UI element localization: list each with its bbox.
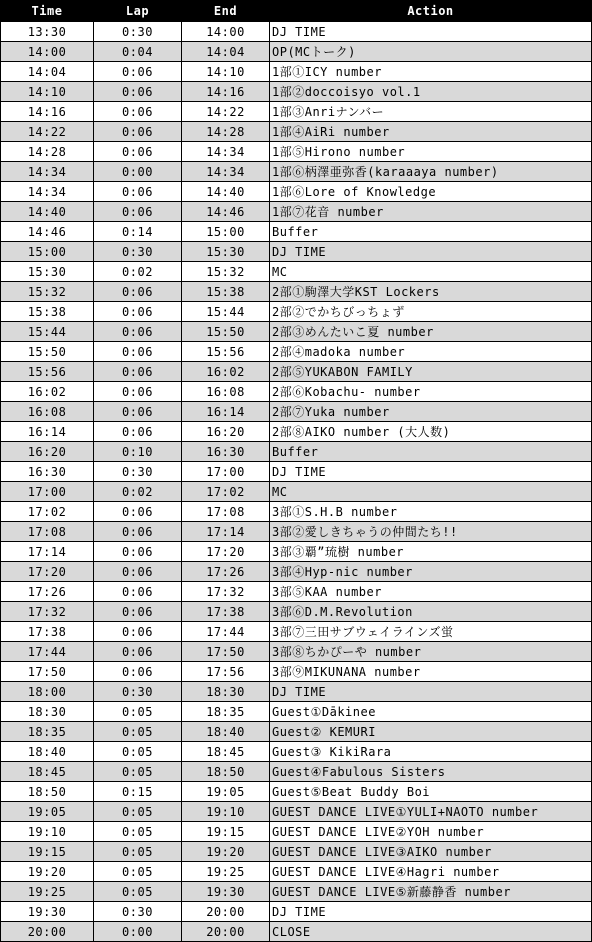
lap-cell: 0:05 xyxy=(94,882,182,902)
end-cell: 18:45 xyxy=(182,742,270,762)
end-cell: 14:34 xyxy=(182,162,270,182)
time-cell: 15:00 xyxy=(1,242,94,262)
table-row xyxy=(1,582,592,602)
action-cell: DJ TIME xyxy=(270,682,592,702)
end-cell: 16:20 xyxy=(182,422,270,442)
action-cell: 1部①ICY number xyxy=(270,62,592,82)
end-cell: 16:08 xyxy=(182,382,270,402)
table-row xyxy=(1,202,592,222)
lap-cell: 0:06 xyxy=(94,502,182,522)
time-cell: 17:08 xyxy=(1,522,94,542)
action-cell: CLOSE xyxy=(270,922,592,942)
end-cell: 19:05 xyxy=(182,782,270,802)
end-cell: 18:50 xyxy=(182,762,270,782)
action-cell: 3部①S.H.B number xyxy=(270,502,592,522)
table-row xyxy=(1,322,592,342)
lap-cell: 0:30 xyxy=(94,22,182,42)
table-row xyxy=(1,702,592,722)
time-cell: 16:30 xyxy=(1,462,94,482)
lap-cell: 0:06 xyxy=(94,302,182,322)
time-cell: 18:50 xyxy=(1,782,94,802)
action-cell: 3部④Hyp-nic number xyxy=(270,562,592,582)
action-cell: MC xyxy=(270,482,592,502)
time-cell: 17:14 xyxy=(1,542,94,562)
lap-cell: 0:06 xyxy=(94,102,182,122)
table-row xyxy=(1,642,592,662)
end-cell: 14:28 xyxy=(182,122,270,142)
lap-cell: 0:02 xyxy=(94,482,182,502)
lap-cell: 0:05 xyxy=(94,702,182,722)
lap-cell: 0:05 xyxy=(94,762,182,782)
table-row xyxy=(1,282,592,302)
table-row xyxy=(1,162,592,182)
time-cell: 15:38 xyxy=(1,302,94,322)
time-cell: 14:22 xyxy=(1,122,94,142)
lap-cell: 0:06 xyxy=(94,582,182,602)
lap-cell: 0:00 xyxy=(94,162,182,182)
action-cell: 2部⑧AIKO number (大人数) xyxy=(270,422,592,442)
action-cell: 2部④madoka number xyxy=(270,342,592,362)
end-cell: 19:25 xyxy=(182,862,270,882)
end-cell: 19:15 xyxy=(182,822,270,842)
lap-cell: 0:05 xyxy=(94,722,182,742)
lap-cell: 0:06 xyxy=(94,322,182,342)
time-cell: 15:44 xyxy=(1,322,94,342)
time-cell: 17:38 xyxy=(1,622,94,642)
action-cell: 1部②doccoisyo vol.1 xyxy=(270,82,592,102)
time-cell: 17:02 xyxy=(1,502,94,522)
end-cell: 15:30 xyxy=(182,242,270,262)
table-row xyxy=(1,522,592,542)
time-cell: 13:30 xyxy=(1,22,94,42)
time-cell: 14:00 xyxy=(1,42,94,62)
end-cell: 17:08 xyxy=(182,502,270,522)
table-row xyxy=(1,482,592,502)
time-cell: 14:34 xyxy=(1,182,94,202)
table-row xyxy=(1,562,592,582)
action-cell: Guest② KEMURI xyxy=(270,722,592,742)
end-cell: 16:02 xyxy=(182,362,270,382)
time-cell: 19:25 xyxy=(1,882,94,902)
action-cell: Guest⑤Beat Buddy Boi xyxy=(270,782,592,802)
lap-cell: 0:06 xyxy=(94,562,182,582)
lap-cell: 0:06 xyxy=(94,522,182,542)
timetable-header xyxy=(1,1,592,22)
time-cell: 15:56 xyxy=(1,362,94,382)
action-cell: GUEST DANCE LIVE②YOH number xyxy=(270,822,592,842)
lap-cell: 0:06 xyxy=(94,542,182,562)
table-row xyxy=(1,462,592,482)
action-cell: 3部②愛しきちゃうの仲間たち!! xyxy=(270,522,592,542)
header-action: Action xyxy=(270,1,592,22)
time-cell: 16:08 xyxy=(1,402,94,422)
time-cell: 20:00 xyxy=(1,922,94,942)
end-cell: 18:30 xyxy=(182,682,270,702)
table-row xyxy=(1,682,592,702)
time-cell: 14:40 xyxy=(1,202,94,222)
end-cell: 17:02 xyxy=(182,482,270,502)
time-cell: 19:05 xyxy=(1,802,94,822)
time-cell: 19:15 xyxy=(1,842,94,862)
lap-cell: 0:06 xyxy=(94,422,182,442)
table-row xyxy=(1,602,592,622)
lap-cell: 0:30 xyxy=(94,682,182,702)
timetable-body xyxy=(1,22,592,942)
time-cell: 15:50 xyxy=(1,342,94,362)
action-cell: MC xyxy=(270,262,592,282)
action-cell: 2部⑤YUKABON FAMILY xyxy=(270,362,592,382)
lap-cell: 0:06 xyxy=(94,142,182,162)
end-cell: 15:50 xyxy=(182,322,270,342)
lap-cell: 0:30 xyxy=(94,902,182,922)
time-cell: 14:10 xyxy=(1,82,94,102)
action-cell: OP(MCトーク) xyxy=(270,42,592,62)
time-cell: 16:14 xyxy=(1,422,94,442)
action-cell: GUEST DANCE LIVE④Hagri number xyxy=(270,862,592,882)
time-cell: 16:20 xyxy=(1,442,94,462)
action-cell: 3部⑤KAA number xyxy=(270,582,592,602)
time-cell: 18:45 xyxy=(1,762,94,782)
table-row xyxy=(1,302,592,322)
table-row xyxy=(1,842,592,862)
action-cell: 2部②でかちびっちょず xyxy=(270,302,592,322)
end-cell: 17:32 xyxy=(182,582,270,602)
end-cell: 14:00 xyxy=(182,22,270,42)
action-cell: 1部⑥柄澤亜弥香(karaaaya number) xyxy=(270,162,592,182)
end-cell: 17:20 xyxy=(182,542,270,562)
table-row xyxy=(1,62,592,82)
end-cell: 19:10 xyxy=(182,802,270,822)
table-row xyxy=(1,102,592,122)
time-cell: 14:04 xyxy=(1,62,94,82)
lap-cell: 0:30 xyxy=(94,462,182,482)
table-row xyxy=(1,922,592,942)
time-cell: 17:32 xyxy=(1,602,94,622)
time-cell: 18:40 xyxy=(1,742,94,762)
time-cell: 17:26 xyxy=(1,582,94,602)
action-cell: GUEST DANCE LIVE①YULI+NAOTO number xyxy=(270,802,592,822)
header-end: End xyxy=(182,1,270,22)
action-cell: 1部⑤Hirono number xyxy=(270,142,592,162)
table-row xyxy=(1,822,592,842)
table-row xyxy=(1,722,592,742)
end-cell: 17:14 xyxy=(182,522,270,542)
table-row xyxy=(1,802,592,822)
end-cell: 19:30 xyxy=(182,882,270,902)
lap-cell: 0:05 xyxy=(94,862,182,882)
action-cell: DJ TIME xyxy=(270,242,592,262)
action-cell: 1部③Anriナンバー xyxy=(270,102,592,122)
end-cell: 20:00 xyxy=(182,922,270,942)
end-cell: 14:34 xyxy=(182,142,270,162)
time-cell: 19:10 xyxy=(1,822,94,842)
time-cell: 15:32 xyxy=(1,282,94,302)
table-row xyxy=(1,242,592,262)
action-cell: 3部⑥D.M.Revolution xyxy=(270,602,592,622)
lap-cell: 0:14 xyxy=(94,222,182,242)
time-cell: 17:44 xyxy=(1,642,94,662)
end-cell: 20:00 xyxy=(182,902,270,922)
action-cell: Guest①Dākinee xyxy=(270,702,592,722)
time-cell: 17:50 xyxy=(1,662,94,682)
table-row xyxy=(1,622,592,642)
action-cell: 3部⑧ちかぴーや number xyxy=(270,642,592,662)
table-row xyxy=(1,402,592,422)
time-cell: 14:46 xyxy=(1,222,94,242)
end-cell: 14:22 xyxy=(182,102,270,122)
table-row xyxy=(1,342,592,362)
end-cell: 14:10 xyxy=(182,62,270,82)
lap-cell: 0:05 xyxy=(94,802,182,822)
end-cell: 15:56 xyxy=(182,342,270,362)
table-row xyxy=(1,542,592,562)
action-cell: GUEST DANCE LIVE③AIKO number xyxy=(270,842,592,862)
time-cell: 17:20 xyxy=(1,562,94,582)
action-cell: 3部⑦三田サブウェイラインズ蛍 xyxy=(270,622,592,642)
lap-cell: 0:30 xyxy=(94,242,182,262)
table-row xyxy=(1,742,592,762)
end-cell: 16:30 xyxy=(182,442,270,462)
action-cell: 2部⑥Kobachu- number xyxy=(270,382,592,402)
table-row xyxy=(1,222,592,242)
table-row xyxy=(1,42,592,62)
end-cell: 14:40 xyxy=(182,182,270,202)
action-cell: 1部⑦花音 number xyxy=(270,202,592,222)
action-cell: Buffer xyxy=(270,222,592,242)
lap-cell: 0:06 xyxy=(94,602,182,622)
time-cell: 14:28 xyxy=(1,142,94,162)
time-cell: 18:35 xyxy=(1,722,94,742)
table-row xyxy=(1,422,592,442)
table-row xyxy=(1,902,592,922)
time-cell: 19:20 xyxy=(1,862,94,882)
end-cell: 14:16 xyxy=(182,82,270,102)
lap-cell: 0:06 xyxy=(94,342,182,362)
end-cell: 17:44 xyxy=(182,622,270,642)
lap-cell: 0:06 xyxy=(94,202,182,222)
lap-cell: 0:06 xyxy=(94,62,182,82)
time-cell: 15:30 xyxy=(1,262,94,282)
end-cell: 17:50 xyxy=(182,642,270,662)
end-cell: 16:14 xyxy=(182,402,270,422)
table-row xyxy=(1,182,592,202)
end-cell: 15:00 xyxy=(182,222,270,242)
end-cell: 15:38 xyxy=(182,282,270,302)
end-cell: 17:00 xyxy=(182,462,270,482)
end-cell: 19:20 xyxy=(182,842,270,862)
lap-cell: 0:06 xyxy=(94,82,182,102)
end-cell: 15:32 xyxy=(182,262,270,282)
end-cell: 18:40 xyxy=(182,722,270,742)
table-row xyxy=(1,382,592,402)
action-cell: 2部⑦Yuka number xyxy=(270,402,592,422)
lap-cell: 0:06 xyxy=(94,282,182,302)
table-row xyxy=(1,142,592,162)
lap-cell: 0:06 xyxy=(94,382,182,402)
end-cell: 17:38 xyxy=(182,602,270,622)
lap-cell: 0:15 xyxy=(94,782,182,802)
lap-cell: 0:06 xyxy=(94,402,182,422)
action-cell: 3部⑨MIKUNANA number xyxy=(270,662,592,682)
table-row xyxy=(1,122,592,142)
action-cell: 1部④AiRi number xyxy=(270,122,592,142)
table-row xyxy=(1,442,592,462)
lap-cell: 0:06 xyxy=(94,182,182,202)
end-cell: 17:56 xyxy=(182,662,270,682)
lap-cell: 0:10 xyxy=(94,442,182,462)
end-cell: 17:26 xyxy=(182,562,270,582)
action-cell: Buffer xyxy=(270,442,592,462)
lap-cell: 0:04 xyxy=(94,42,182,62)
table-row xyxy=(1,502,592,522)
action-cell: 2部①駒澤大学KST Lockers xyxy=(270,282,592,302)
lap-cell: 0:06 xyxy=(94,662,182,682)
end-cell: 14:04 xyxy=(182,42,270,62)
table-row xyxy=(1,22,592,42)
lap-cell: 0:05 xyxy=(94,822,182,842)
action-cell: 1部⑥Lore of Knowledge xyxy=(270,182,592,202)
table-row xyxy=(1,362,592,382)
table-row xyxy=(1,82,592,102)
time-cell: 18:00 xyxy=(1,682,94,702)
time-cell: 14:34 xyxy=(1,162,94,182)
end-cell: 18:35 xyxy=(182,702,270,722)
lap-cell: 0:06 xyxy=(94,642,182,662)
table-row xyxy=(1,262,592,282)
action-cell: 2部③めんたいこ夏 number xyxy=(270,322,592,342)
lap-cell: 0:05 xyxy=(94,842,182,862)
table-row xyxy=(1,782,592,802)
time-cell: 14:16 xyxy=(1,102,94,122)
lap-cell: 0:06 xyxy=(94,122,182,142)
header-lap: Lap xyxy=(94,1,182,22)
table-row xyxy=(1,662,592,682)
lap-cell: 0:00 xyxy=(94,922,182,942)
time-cell: 19:30 xyxy=(1,902,94,922)
time-cell: 18:30 xyxy=(1,702,94,722)
lap-cell: 0:02 xyxy=(94,262,182,282)
table-row xyxy=(1,762,592,782)
lap-cell: 0:06 xyxy=(94,622,182,642)
end-cell: 15:44 xyxy=(182,302,270,322)
action-cell: Guest④Fabulous Sisters xyxy=(270,762,592,782)
action-cell: GUEST DANCE LIVE⑤新藤静香 number xyxy=(270,882,592,902)
action-cell: Guest③ KikiRara xyxy=(270,742,592,762)
action-cell: DJ TIME xyxy=(270,22,592,42)
action-cell: 3部③覇”琉樹 number xyxy=(270,542,592,562)
table-row xyxy=(1,882,592,902)
time-cell: 17:00 xyxy=(1,482,94,502)
lap-cell: 0:06 xyxy=(94,362,182,382)
end-cell: 14:46 xyxy=(182,202,270,222)
action-cell: DJ TIME xyxy=(270,902,592,922)
table-row xyxy=(1,862,592,882)
action-cell: DJ TIME xyxy=(270,462,592,482)
lap-cell: 0:05 xyxy=(94,742,182,762)
header-row xyxy=(1,1,592,22)
header-time: Time xyxy=(1,1,94,22)
time-cell: 16:02 xyxy=(1,382,94,402)
